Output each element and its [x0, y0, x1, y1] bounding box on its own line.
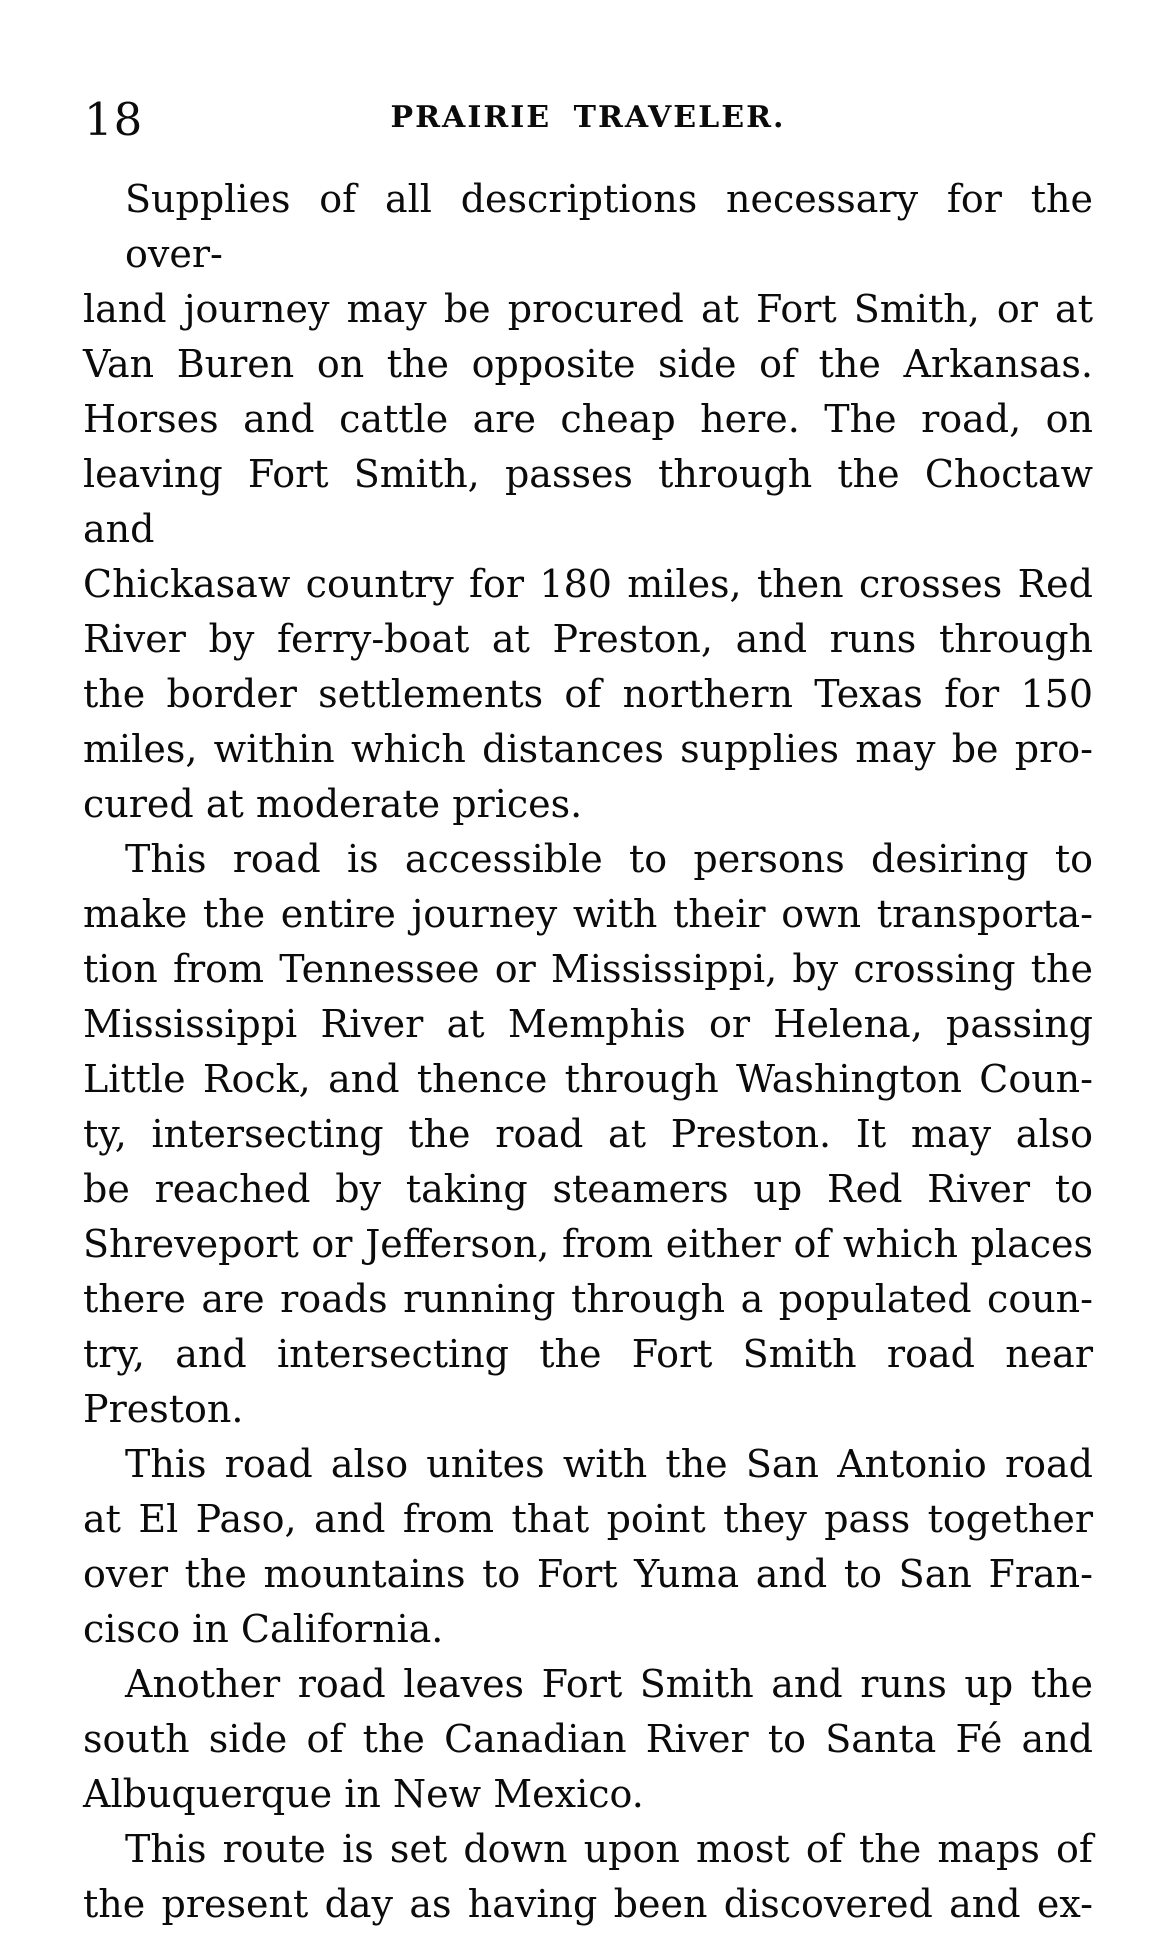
text-line: cured at moderate prices.	[83, 782, 583, 826]
text-line: there are roads running through a populated coun-	[83, 1277, 1093, 1321]
paragraph	[83, 1657, 1093, 1822]
text-line: cisco in California.	[83, 1607, 444, 1651]
paragraph	[83, 172, 1093, 832]
text-line: Little Rock, and thence through Washington Coun-	[83, 1057, 1093, 1101]
text-block	[83, 172, 1093, 1932]
text-line: miles, within which distances supplies may be pro-	[83, 727, 1093, 771]
text-line: the present day as having been discovered and ex-	[83, 1882, 1093, 1926]
text-line: the border settlements of northern Texas for 150	[83, 672, 1093, 716]
running-title: PRAIRIE TRAVELER.	[390, 100, 786, 135]
text-line: Shreveport or Jefferson, from either of which places	[83, 1222, 1093, 1266]
paragraph	[83, 1822, 1093, 1932]
page-header	[0, 0, 1159, 170]
text-line: This route is set down upon most of the maps of	[125, 1827, 1093, 1871]
text-line: Albuquerque in New Mexico.	[83, 1772, 644, 1816]
text-line: Horses and cattle are cheap here. The road, on	[83, 397, 1093, 441]
text-line: make the entire journey with their own transporta-	[83, 892, 1093, 936]
text-line: Van Buren on the opposite side of the Arkansas.	[83, 342, 1093, 386]
text-line: at El Paso, and from that point they pass together	[83, 1497, 1093, 1541]
paragraph	[83, 832, 1093, 1437]
text-line: try, and intersecting the Fort Smith road near	[83, 1332, 1093, 1376]
text-line: ty, intersecting the road at Preston. It may also	[83, 1112, 1093, 1156]
text-line: Mississippi River at Memphis or Helena, passing	[83, 1002, 1093, 1046]
text-line: This road is accessible to persons desiring to	[125, 837, 1093, 881]
text-line: land journey may be procured at Fort Smith, or at	[83, 287, 1093, 331]
text-line: Chickasaw country for 180 miles, then crosses Red	[83, 562, 1093, 606]
text-line: south side of the Canadian River to Santa Fé and	[83, 1717, 1093, 1761]
page-number: 18	[84, 93, 144, 146]
text-line: over the mountains to Fort Yuma and to San Fran-	[83, 1552, 1093, 1596]
text-line: Preston.	[83, 1387, 244, 1431]
text-line: tion from Tennessee or Mississippi, by crossing the	[83, 947, 1093, 991]
text-line: Another road leaves Fort Smith and runs up the	[125, 1662, 1093, 1706]
text-line: River by ferry-boat at Preston, and runs through	[83, 617, 1093, 661]
text-line: This road also unites with the San Antonio road	[125, 1442, 1093, 1486]
paragraph	[83, 1437, 1093, 1657]
text-line: be reached by taking steamers up Red River to	[83, 1167, 1093, 1211]
text-line: leaving Fort Smith, passes through the Choctaw and	[83, 452, 1093, 551]
text-line: Supplies of all descriptions necessary for the over-	[125, 177, 1093, 276]
